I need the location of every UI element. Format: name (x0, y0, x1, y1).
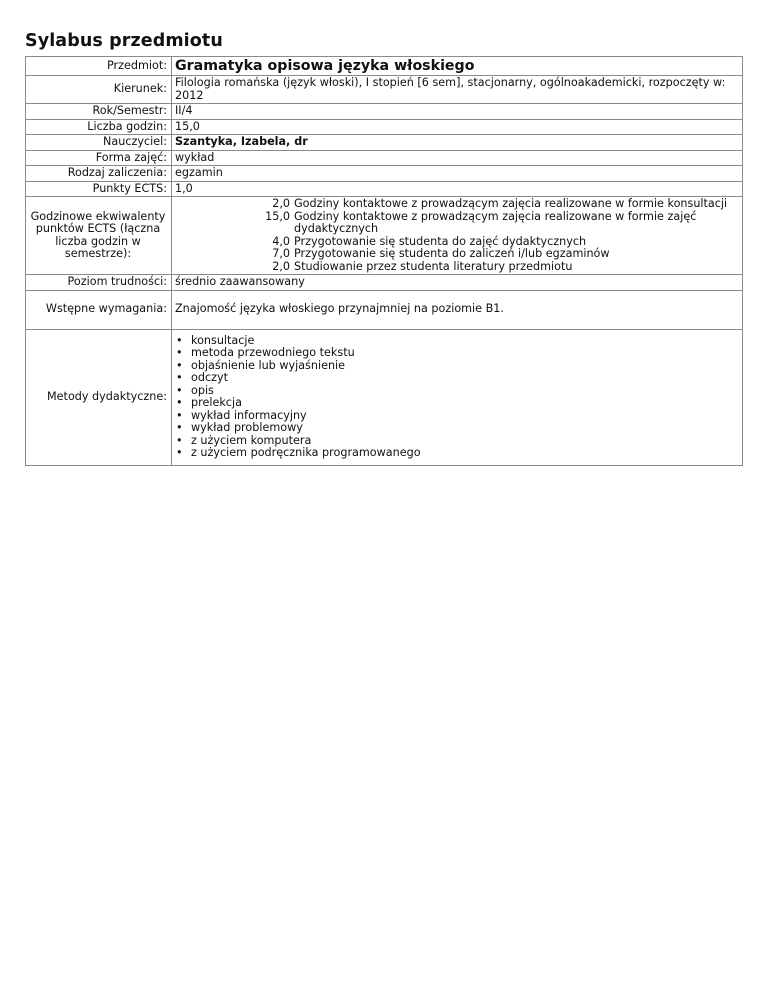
hours-description: Przygotowanie się studenta do zaliczeń i/lub egzaminów (294, 247, 610, 260)
list-item (176, 422, 739, 435)
method-label: wykład problemowy (191, 421, 303, 434)
method-label: z użyciem podręcznika programowanego (191, 446, 421, 459)
label-nauczyciel: Nauczyciel: (26, 135, 172, 151)
hours-item (175, 248, 739, 261)
syllabus-table (25, 56, 743, 466)
hours-description: Przygotowanie się studenta do zajęć dydaktycznych (294, 234, 587, 248)
hours-value: 15,0 (265, 209, 290, 223)
label-poziom-trudnosci: Poziom trudności: (26, 275, 172, 291)
method-label: wykład informacyjny (191, 408, 307, 422)
row-liczba-godzin (26, 119, 743, 135)
list-item (176, 372, 739, 385)
methods-list (175, 335, 739, 460)
method-label: objaśnienie lub wyjaśnienie (191, 358, 346, 372)
list-item (176, 447, 739, 460)
row-punkty-ects (26, 181, 743, 197)
value-poziom-trudnosci: średnio zaawansowany (172, 275, 743, 291)
method-label: opis (191, 383, 214, 397)
label-rodzaj-zaliczenia: Rodzaj zaliczenia: (26, 166, 172, 182)
bullet-icon: • (176, 358, 183, 372)
label-punkty-ects: Punkty ECTS: (26, 181, 172, 197)
page-title: Sylabus przedmiotu (25, 31, 223, 51)
label-metody-dydaktyczne: Metody dydaktyczne: (26, 329, 172, 465)
label-liczba-godzin: Liczba godzin: (26, 119, 172, 135)
list-item (176, 385, 739, 398)
bullet-icon: • (176, 433, 183, 447)
bullet-icon: • (176, 383, 183, 397)
value-wstepne-wymagania: Znajomość języka włoskiego przynajmniej na poziomie B1. (172, 290, 743, 329)
hours-value: 2,0 (272, 197, 290, 210)
bullet-icon: • (176, 346, 183, 359)
value-kierunek: Filologia romańska (język włoski), I stopień [6 sem], stacjonarny, ogólnoakademicki, rozpoczęty w: 2012 (172, 76, 743, 104)
value-punkty-ects: 1,0 (172, 181, 743, 197)
hours-value: 2,0 (272, 259, 290, 273)
bullet-icon: • (176, 446, 183, 459)
label-godzinowe-ekwiwalenty: Godzinowe ekwiwalenty punktów ECTS (łączna liczba godzin w semestrze): (26, 197, 172, 275)
bullet-icon: • (176, 421, 183, 434)
hours-item (175, 211, 739, 236)
row-godzinowe-ekwiwalenty (26, 197, 743, 275)
label-przedmiot: Przedmiot: (26, 57, 172, 76)
hours-description: Godziny kontaktowe z prowadzącym zajęcia realizowane w formie konsultacji (294, 197, 728, 210)
hours-value: 4,0 (272, 234, 290, 248)
method-label: z użyciem komputera (191, 433, 312, 447)
label-rok-semestr: Rok/Semestr: (26, 104, 172, 120)
value-forma-zajec: wykład (172, 150, 743, 166)
hours-description: Studiowanie przez studenta literatury przedmiotu (294, 259, 573, 273)
hours-description: Godziny kontaktowe z prowadzącym zajęcia realizowane w formie zajęć dydaktycznych (294, 209, 697, 235)
value-metody-dydaktyczne (172, 329, 743, 465)
row-wstepne-wymagania (26, 290, 743, 329)
hours-item (175, 198, 739, 211)
bullet-icon: • (176, 371, 183, 384)
bullet-icon: • (176, 396, 183, 409)
method-label: odczyt (191, 371, 228, 384)
bullet-icon: • (176, 333, 183, 347)
bullet-icon: • (176, 408, 183, 422)
row-forma-zajec (26, 150, 743, 166)
method-label: konsultacje (191, 333, 255, 347)
value-liczba-godzin: 15,0 (172, 119, 743, 135)
hours-value: 7,0 (272, 247, 290, 260)
label-forma-zajec: Forma zajęć: (26, 150, 172, 166)
method-label: metoda przewodniego tekstu (191, 346, 355, 359)
row-nauczyciel (26, 135, 743, 151)
label-wstepne-wymagania: Wstępne wymagania: (26, 290, 172, 329)
row-rok-semestr (26, 104, 743, 120)
hours-item (175, 261, 739, 274)
row-metody-dydaktyczne (26, 329, 743, 465)
list-item (176, 347, 739, 360)
row-kierunek (26, 76, 743, 104)
value-przedmiot: Gramatyka opisowa języka włoskiego (172, 57, 743, 76)
row-rodzaj-zaliczenia (26, 166, 743, 182)
method-label: prelekcja (191, 396, 242, 409)
row-poziom-trudnosci (26, 275, 743, 291)
list-item (176, 360, 739, 373)
row-przedmiot (26, 57, 743, 76)
value-godzinowe-ekwiwalenty (172, 197, 743, 275)
label-kierunek: Kierunek: (26, 76, 172, 104)
list-item (176, 397, 739, 410)
value-rodzaj-zaliczenia: egzamin (172, 166, 743, 182)
value-nauczyciel: Szantyka, Izabela, dr (172, 135, 743, 151)
value-rok-semestr: II/4 (172, 104, 743, 120)
